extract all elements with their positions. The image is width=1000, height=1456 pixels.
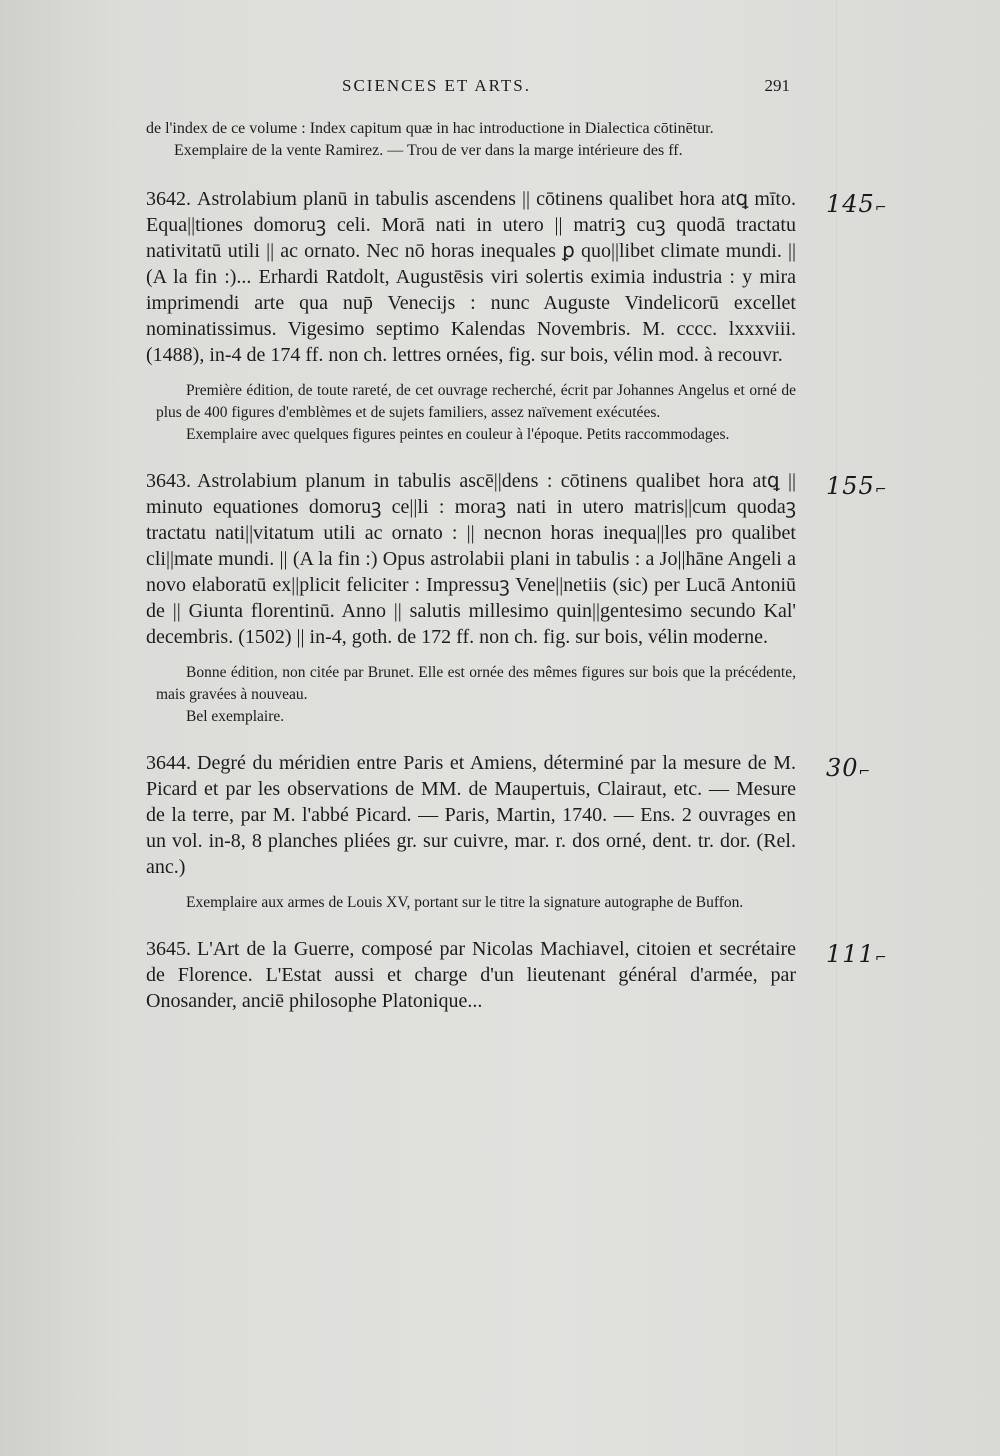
running-head: SCIENCES ET ARTS. [342, 76, 532, 95]
intro-continuation: de l'index de ce volume : Index capitum quæ in hac introductione in Dialectica cōtinētur. [146, 120, 714, 137]
entry-note: Exemplaire aux armes de Louis XV, portant sur le titre la signature autographe de Buffon. [186, 894, 744, 911]
catalogue-entry [146, 750, 872, 914]
entry-note: Première édition, de toute rareté, de cet ouvrage recherché, écrit par Johannes Angelus et orné de plus de 400 figures d'emblèmes et de sujets familiers, assez naïvement exécutées. [156, 382, 796, 421]
handwritten-price [826, 472, 888, 500]
entry-notes [156, 662, 796, 728]
price-tick: ⌐ [874, 200, 888, 216]
price-tick: ⌐ [874, 482, 888, 498]
entry-note: Bel exemplaire. [186, 708, 285, 725]
catalogue-entry [146, 468, 888, 728]
entry-notes [156, 380, 796, 446]
catalogue-entry [146, 186, 888, 446]
price-value: 30 [826, 754, 859, 782]
price-value: 155 [826, 472, 875, 500]
handwritten-price [826, 190, 888, 218]
price-tick: ⌐ [858, 764, 872, 780]
entry-number: 3645. [146, 938, 191, 960]
catalogue-entry [146, 936, 888, 1014]
page-shading [836, 0, 837, 1456]
entry-description: Astrolabium planum in tabulis ascē||dens : cōtinens qualibet hora atꝗ || minuto equationes domoruꝫ ce||li : moraꝫ nati in utero matris||cum quodaꝫ tractatu nati||vitatum utili ac ornato : || necnon horas inequa||les pro qualibet cli||mate mundi. || (A la fin :) Opus astrolabii plani in tabulis : a Jo||hāne Angeli a novo elaboratū ex||plicit feliciter : Impressuꝫ Vene||netiis (sic) per Lucā Antoniū de || Giunta florentinū. Anno || salutis millesimo quin||gentesimo secundo Kal' decembris. (1502) || in-4, goth. de 172 ff. non ch. fig. sur bois, vélin moderne. [146, 470, 796, 648]
entry-number: 3643. [146, 470, 191, 492]
entry-description: Degré du méridien entre Paris et Amiens, déterminé par la mesure de M. Picard et par les observations de MM. de Maupertuis, Clairaut, etc. — Mesure de la terre, par M. l'abbé Picard. — Paris, Martin, 1740. — Ens. 2 ouvrages en un vol. in-8, 8 planches pliées gr. sur cuivre, mar. r. dos orné, dent. tr. dor. (Rel. anc.) [146, 752, 796, 878]
entry-note: Bonne édition, non citée par Brunet. Elle est ornée des mêmes figures sur bois que la précédente, mais gravées à nouveau. [156, 664, 796, 703]
intro-note: Exemplaire de la vente Ramirez. — Trou de ver dans la marge intérieure des ff. [174, 142, 683, 159]
price-value: 145 [826, 190, 875, 218]
page-number: 291 [764, 76, 790, 95]
handwritten-price [826, 940, 888, 968]
entry-note: Exemplaire avec quelques figures peintes en couleur à l'époque. Petits raccommodages. [186, 426, 730, 443]
price-value: 111 [826, 940, 875, 968]
entry-description: L'Art de la Guerre, composé par Nicolas Machiavel, citoien et secrétaire de Florence. L'Estat aussi et charge d'un lieutenant général d'armée, par Onosander, anciē philosophe Platonique... [146, 938, 796, 1012]
entry-description: Astrolabium planū in tabulis ascendens || cōtinens qualibet hora atꝗ mīto. Equa||tiones domoruꝫ celi. Morā nati in utero || matriꝫ cuꝫ quodā tractatu nativitatū utili || ac ornato. Nec nō horas inequales ꝑ quo||libet climate mundi. || (A la fin :)... Erhardi Ratdolt, Augustēsis viri solertis eximia industria : y mira imprimendi arte qua nup̄ Venecijs : nunc Auguste Vindelicorū excellet nominatissimus. Vigesimo septimo Kalendas Novembris. M. cccc. lxxxviii. (1488), in-4 de 174 ff. non ch. lettres ornées, fig. sur bois, vélin mod. à recouvr. [146, 188, 796, 366]
entry-number: 3644. [146, 752, 191, 774]
entry-number: 3642. [146, 188, 191, 210]
page-header [150, 76, 790, 100]
page-content [146, 118, 888, 1014]
handwritten-price [826, 754, 871, 782]
price-tick: ⌐ [874, 950, 888, 966]
entry-notes [156, 892, 796, 914]
